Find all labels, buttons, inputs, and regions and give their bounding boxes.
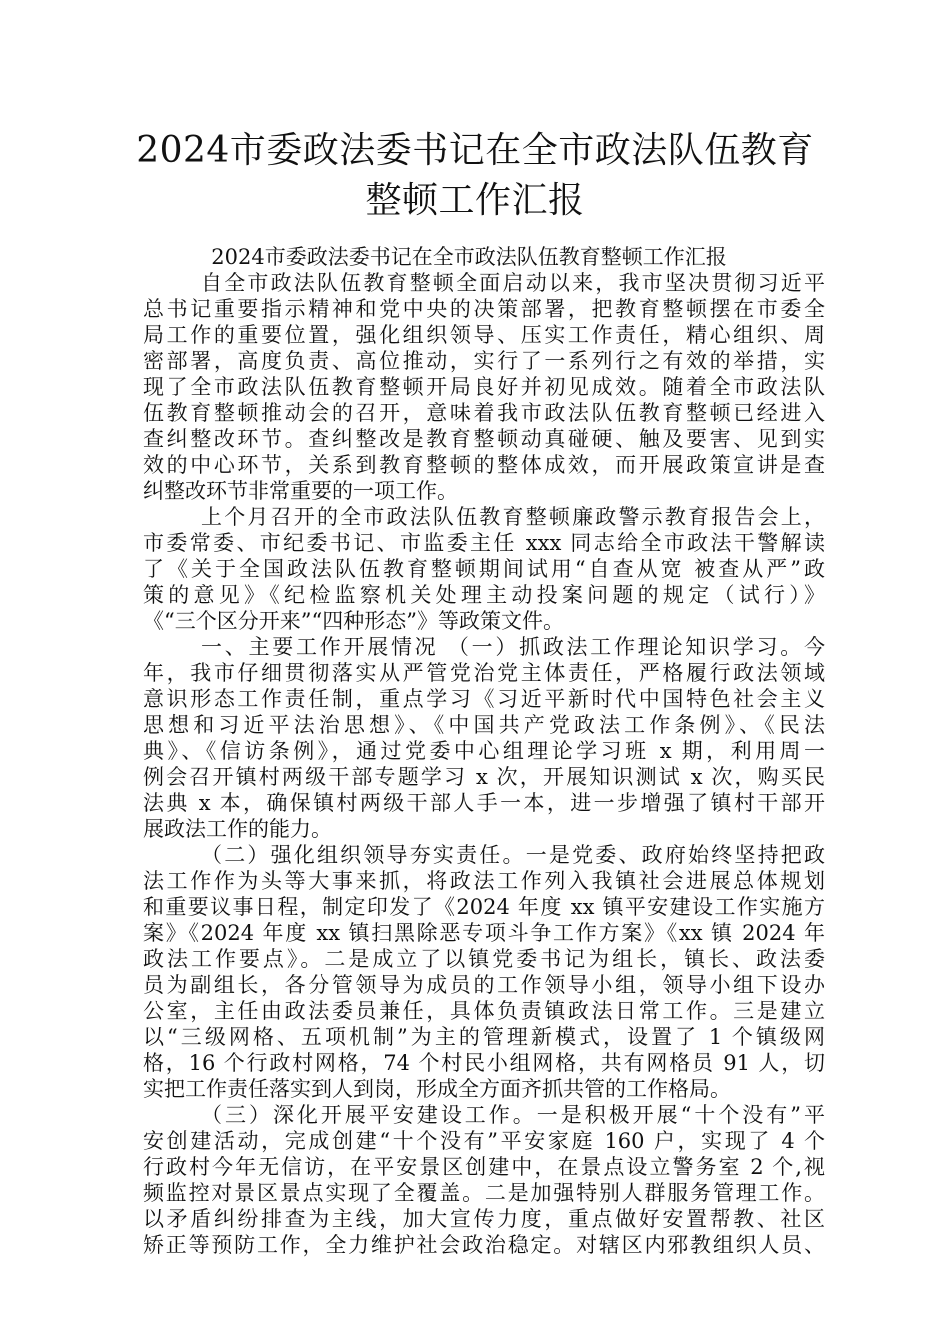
body-text-line: 频监控对景区景点实现了全覆盖。二是加强特别人群服务管理工作。 [143, 1181, 825, 1205]
body-text-line: 2024市委政法委书记在全市政法队伍教育整顿工作汇报 [211, 245, 727, 269]
body-text-line: 公室，主任由政法委员兼任，具体负责镇政法日常工作。三是建立 [143, 999, 825, 1023]
body-text-line: 意识形态工作责任制，重点学习《习近平新时代中国特色社会主义 [143, 687, 825, 711]
body-text-line: 政法工作要点》。二是成立了以镇党委书记为组长，镇长、政法委 [143, 947, 825, 971]
body-text-line: 矫正等预防工作，全力维护社会政治稳定。对辖区内邪教组织人员、 [143, 1233, 825, 1257]
body-text-line: 行政村今年无信访，在平安景区创建中，在景点设立警务室 2 个,视 [143, 1155, 825, 1179]
body-text-line: 了《关于全国政法队伍教育整顿期间试用“自查从宽 被查从严”政 [143, 557, 825, 581]
body-text-line: 总书记重要指示精神和党中央的决策部署，把教育整顿摆在市委全 [143, 297, 825, 321]
body-text-line: 伍教育整顿推动会的召开，意味着我市政法队伍教育整顿已经进入 [143, 401, 825, 425]
body-text-line: 纠整改环节非常重要的一项工作。 [143, 479, 458, 503]
title-line-1: 2024市委政法委书记在全市政法队伍教育 [136, 130, 814, 171]
body-text-line: 年，我市仔细贯彻落实从严管党治党主体责任，严格履行政法领域 [143, 661, 825, 685]
body-text-line: 例会召开镇村两级干部专题学习 x 次，开展知识测试 x 次，购买民 [143, 765, 825, 789]
document-title [110, 126, 840, 226]
body-text-line: 展政法工作的能力。 [143, 817, 332, 841]
body-text-line: 局工作的重要位置，强化组织领导、压实工作责任，精心组织、周 [143, 323, 825, 347]
body-text-line: 格，16 个行政村网格，74 个村民小组网格，共有网格员 91 人，切 [143, 1051, 825, 1075]
body-text-line: 案》《2024 年度 xx 镇扫黑除恶专项斗争工作方案》《xx 镇 2024 年 [143, 921, 825, 945]
body-text-line: 《“三个区分开来”“四种形态”》等政策文件。 [143, 609, 564, 633]
body-text-line: 以“三级网格、五项机制”为主的管理新模式，设置了 1 个镇级网 [143, 1025, 825, 1049]
body-text-line: 思想和习近平法治思想》、《中国共产党政法工作条例》、《民法 [143, 713, 825, 737]
body-text-line: （二）强化组织领导夯实责任。一是党委、政府始终坚持把政 [201, 843, 825, 867]
body-text-line: 策的意见》《纪检监察机关处理主动投案问题的规定（试行）》 [143, 583, 825, 607]
body-text-line: 法工作作为头等大事来抓，将政法工作列入我镇社会进展总体规划 [143, 869, 825, 893]
body-text-line: 员为副组长，各分管领导为成员的工作领导小组，领导小组下设办 [143, 973, 825, 997]
body-text-line: 典》、《信访条例》，通过党委中心组理论学习班 x 期，利用周一 [143, 739, 825, 763]
body-text-line: 一、主要工作开展情况 （一）抓政法工作理论知识学习。今 [201, 635, 825, 659]
body-text-line: 现了全市政法队伍教育整顿开局良好并初见成效。随着全市政法队 [143, 375, 825, 399]
body-text-line: 以矛盾纠纷排查为主线，加大宣传力度，重点做好安置帮教、社区 [143, 1207, 825, 1231]
body-text-line: （三）深化开展平安建设工作。一是积极开展“十个没有”平 [201, 1103, 825, 1127]
body-text-line: 市委常委、市纪委书记、市监委主任 xxx 同志给全市政法干警解读 [143, 531, 825, 555]
body-text-line: 密部署，高度负责、高位推动，实行了一系列行之有效的举措，实 [143, 349, 825, 373]
title-line-2: 整顿工作汇报 [365, 180, 585, 221]
body-text-line: 上个月召开的全市政法队伍教育整顿廉政警示教育报告会上， [201, 505, 825, 529]
body-text-line: 和重要议事日程，制定印发了《2024 年度 xx 镇平安建设工作实施方 [143, 895, 825, 919]
body-text-line: 安创建活动，完成创建“十个没有”平安家庭 160 户，实现了 4 个 [143, 1129, 825, 1153]
document-body [143, 244, 825, 1258]
body-text-line: 实把工作责任落实到人到岗，形成全方面齐抓共管的工作格局。 [143, 1077, 731, 1101]
body-text-line: 法典 x 本，确保镇村两级干部人手一本，进一步增强了镇村干部开 [143, 791, 825, 815]
body-text-line: 效的中心环节，关系到教育整顿的整体成效，而开展政策宣讲是查 [143, 453, 825, 477]
body-text-line: 自全市政法队伍教育整顿全面启动以来，我市坚决贯彻习近平 [201, 271, 825, 295]
body-text-line: 查纠整改环节。查纠整改是教育整顿动真碰硬、触及要害、见到实 [143, 427, 825, 451]
